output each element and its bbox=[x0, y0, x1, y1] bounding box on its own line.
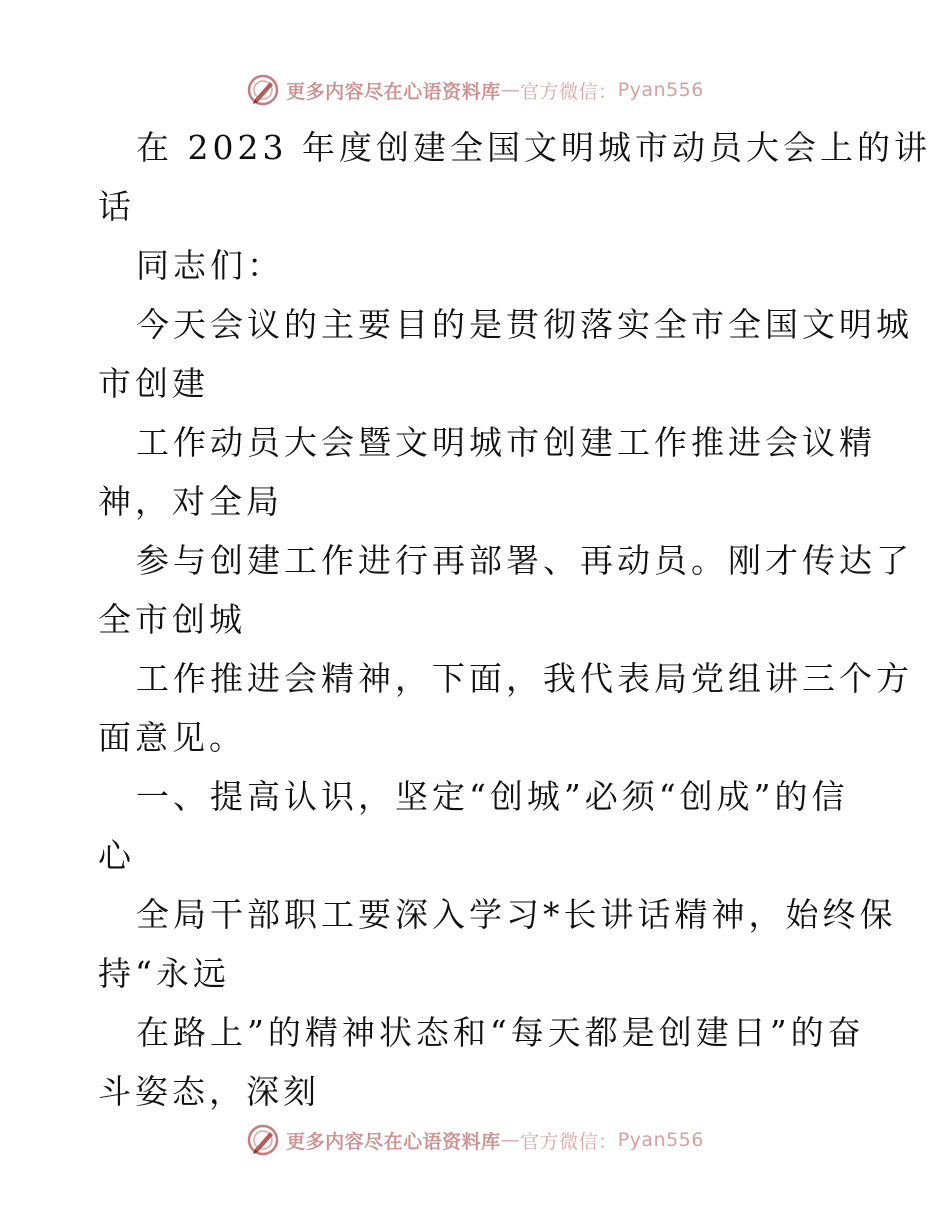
line-text: 在路上”的精神状态和“每天都是创建日”的奋 bbox=[136, 1013, 865, 1052]
text-line bbox=[98, 295, 913, 354]
text-line bbox=[98, 944, 858, 1003]
line-text: 参与创建工作进行再部署、再动员。刚才传达了 bbox=[136, 541, 913, 580]
line-text: 面意见。 bbox=[98, 718, 246, 757]
line-text: 神，对全局 bbox=[98, 482, 283, 521]
text-line bbox=[98, 826, 858, 885]
line-text: 全局干部职工要深入学习*长讲话精神，始终保 bbox=[136, 895, 897, 934]
line-text: 持“永远 bbox=[98, 954, 230, 993]
line-text: 一、提高认识，坚定“创城”必须“创成”的信 bbox=[136, 777, 849, 816]
line-text: 工作动员大会暨文明城市创建工作推进会议精 bbox=[136, 423, 876, 462]
document-body bbox=[98, 118, 931, 1121]
watermark-header bbox=[0, 70, 950, 110]
text-line bbox=[98, 354, 858, 413]
line-text: 斗姿态，深刻 bbox=[98, 1072, 320, 1111]
text-line bbox=[98, 590, 858, 649]
watermark-official-label: 官方微信： bbox=[520, 80, 618, 103]
watermark-footer bbox=[0, 1120, 950, 1160]
text-line bbox=[98, 413, 876, 472]
text-line bbox=[98, 649, 913, 708]
watermark-main-text: 更多内容尽在心语资料库 bbox=[286, 80, 501, 103]
text-line bbox=[98, 708, 858, 767]
line-text: 全市创城 bbox=[98, 600, 246, 639]
line-text: 话 bbox=[98, 187, 135, 226]
text-line bbox=[98, 885, 897, 944]
text-line bbox=[98, 1003, 865, 1062]
watermark-account: Pyan556 bbox=[617, 1129, 704, 1151]
text-line bbox=[98, 1062, 858, 1121]
text-line bbox=[98, 177, 858, 236]
line-text: 心 bbox=[98, 836, 135, 875]
line-text: 同志们： bbox=[136, 246, 284, 285]
line-text: 今天会议的主要目的是贯彻落实全市全国文明城 bbox=[136, 305, 913, 344]
text-line bbox=[98, 531, 913, 590]
pen-logo-icon bbox=[246, 73, 280, 107]
watermark-dash: — bbox=[500, 1129, 521, 1151]
pen-logo-icon bbox=[246, 1123, 280, 1157]
line-text: 工作推进会精神，下面，我代表局党组讲三个方 bbox=[136, 659, 913, 698]
text-line bbox=[98, 472, 858, 531]
watermark-official-label: 官方微信： bbox=[520, 1130, 618, 1153]
text-line bbox=[98, 118, 931, 177]
watermark-dash: — bbox=[500, 79, 521, 101]
text-line bbox=[98, 236, 858, 295]
line-text: 在 2023 年度创建全国文明城市动员大会上的讲 bbox=[136, 128, 931, 167]
watermark-main-text: 更多内容尽在心语资料库 bbox=[286, 1130, 501, 1153]
text-line bbox=[98, 767, 858, 826]
line-text: 市创建 bbox=[98, 364, 209, 403]
watermark-account: Pyan556 bbox=[617, 79, 704, 101]
